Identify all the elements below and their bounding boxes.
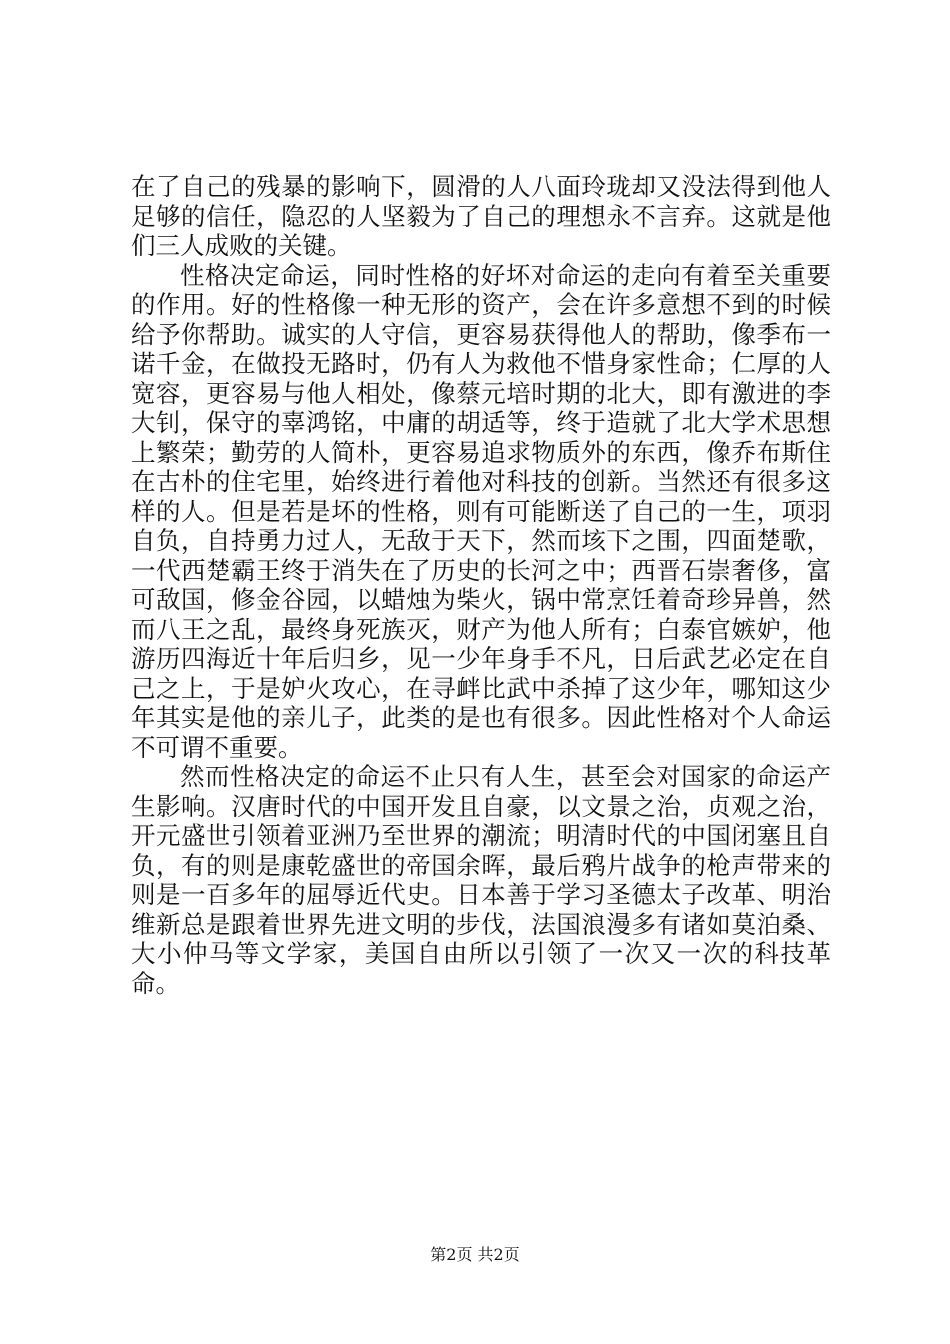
paragraph-3: 然而性格决定的命运不止只有人生，甚至会对国家的命运产生影响。汉唐时代的中国开发且自豪，以文景之治，贞观之治，开元盛世引领着亚洲乃至世界的潮流；明清时代的中国闭塞且自负，有的则是康乾盛世的帝国余晖，最后鸦片战争的枪声带来的则是一百多年的屈辱近代史。日本善于学习圣德太子改革、明治维新总是跟着世界先进文明的步伐，法国浪漫多有诸如莫泊桑、大小仲马等文学家，美国自由所以引领了一次又一次的科技革命。 — [131, 762, 831, 998]
paragraph-1: 在了自己的残暴的影响下，圆滑的人八面玲珑却又没法得到他人足够的信任，隐忍的人坚毅为了自己的理想永不言弃。这就是他们三人成败的关键。 — [131, 172, 831, 260]
paragraph-2: 性格决定命运，同时性格的好坏对命运的走向有着至关重要的作用。好的性格像一种无形的资产，会在许多意想不到的时候给予你帮助。诚实的人守信，更容易获得他人的帮助，像季布一诺千金，在做投无路时，仍有人为救他不惜身家性命；仁厚的人宽容，更容易与他人相处，像蔡元培时期的北大，即有激进的李大钊，保守的辜鸿铭，中庸的胡适等，终于造就了北大学术思想上繁荣；勤劳的人简朴，更容易追求物质外的东西，像乔布斯住在古朴的住宅里，始终进行着他对科技的创新。当然还有很多这样的人。但是若是坏的性格，则有可能断送了自己的一生，项羽自负，自持勇力过人，无敌于天下，然而垓下之围，四面楚歌，一代西楚霸王终于消失在了历史的长河之中；西晋石崇奢侈，富可敌国，修金谷园，以蜡烛为柴火，锅中常烹饪着奇珍异兽，然而八王之乱，最终身死族灭，财产为他人所有；白泰官嫉妒，他游历四海近十年后归乡，见一少年身手不凡，日后武艺必定在自己之上，于是妒火攻心，在寻衅比武中杀掉了这少年，哪知这少年其实是他的亲儿子，此类的是也有很多。因此性格对个人命运不可谓不重要。 — [131, 260, 831, 762]
page-footer: 第2页 共2页 — [430, 1245, 520, 1264]
document-body — [131, 172, 831, 998]
